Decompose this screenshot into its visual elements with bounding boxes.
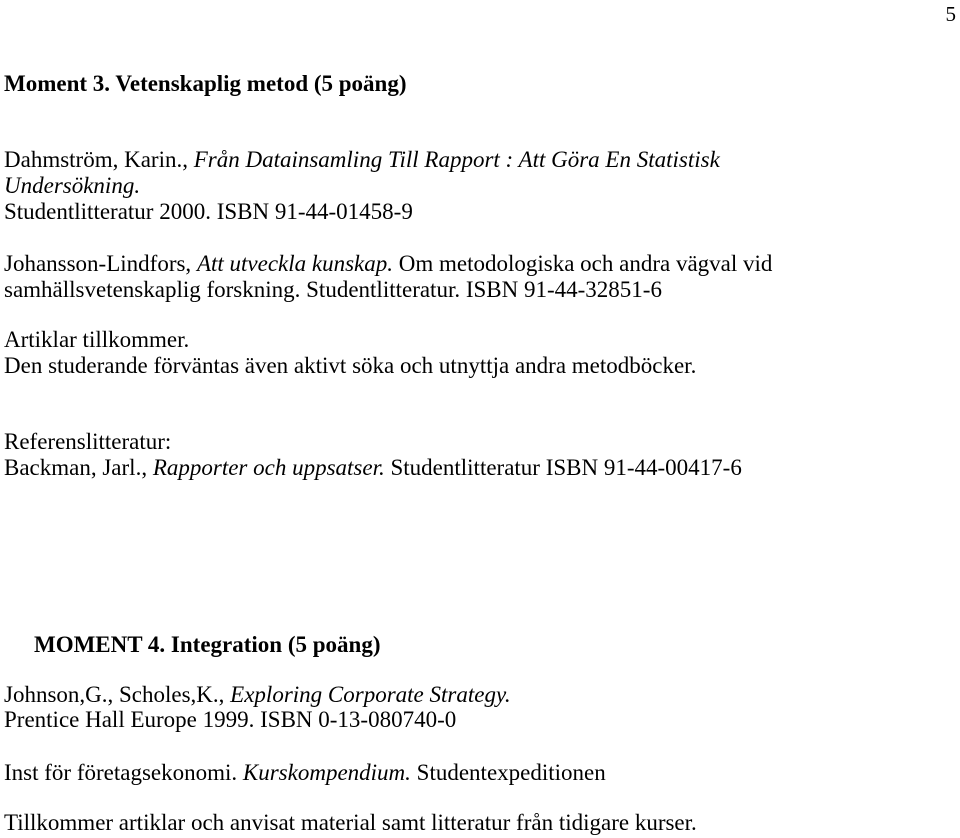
articles-note: Artiklar tillkommer. [4, 327, 190, 352]
ref-kurskompendium-prefix: Inst för företagsekonomi. [4, 760, 238, 785]
ref-dahmstrom-publisher: Studentlitteratur 2000. ISBN 91-44-01458-9 [4, 199, 413, 224]
page-number: 5 [945, 2, 956, 26]
reference-heading: Referenslitteratur: [4, 429, 172, 454]
ref-dahmstrom-line2 [4, 173, 140, 199]
ref-johnson-publisher: Prentice Hall Europe 1999. ISBN 0-13-080740-0 [4, 707, 457, 732]
moment3-heading: Moment 3. Vetenskaplig metod (5 poäng) [4, 71, 407, 96]
ref-kurskompendium [4, 760, 606, 786]
ref-dahmstrom-author: Dahmström, Karin., [4, 147, 188, 172]
ref-johnson-line1 [4, 682, 511, 708]
ref-johansson-line2: samhällsvetenskaplig forskning. Studentlitteratur. ISBN 91-44-32851-6 [4, 277, 662, 302]
ref-johansson-subtitle: Om metodologiska och andra vägval vid [398, 251, 773, 276]
ref-johansson-title: Att utveckla kunskap. [196, 251, 393, 276]
ref-backman-author: Backman, Jarl., [4, 455, 148, 480]
ref-kurskompendium-source: Studentexpeditionen [416, 760, 606, 785]
ref-dahmstrom-title: Från Datainsamling Till Rapport : Att Göra En Statistisk [193, 147, 720, 172]
ref-backman-publisher: Studentlitteratur ISBN 91-44-00417-6 [390, 455, 742, 480]
expectation-note: Den studerande förväntas även aktivt söka och utnyttja andra metodböcker. [4, 353, 697, 378]
ref-johansson-line1 [4, 251, 772, 277]
ref-johnson-authors: Johnson,G., Scholes,K., [4, 682, 225, 707]
moment4-heading: MOMENT 4. Integration (5 poäng) [34, 632, 381, 657]
ref-dahmstrom-line1 [4, 147, 720, 173]
ref-johnson-title: Exploring Corporate Strategy. [230, 682, 511, 707]
ref-backman-title: Rapporter och uppsatser. [152, 455, 385, 480]
ref-backman [4, 455, 742, 481]
ref-dahmstrom-title-cont: Undersökning. [4, 173, 141, 198]
closing-note: Tillkommer artiklar och anvisat material samt litteratur från tidigare kurser. [4, 810, 697, 835]
ref-kurskompendium-title: Kurskompendium. [242, 760, 411, 785]
ref-johansson-author: Johansson-Lindfors, [4, 251, 192, 276]
